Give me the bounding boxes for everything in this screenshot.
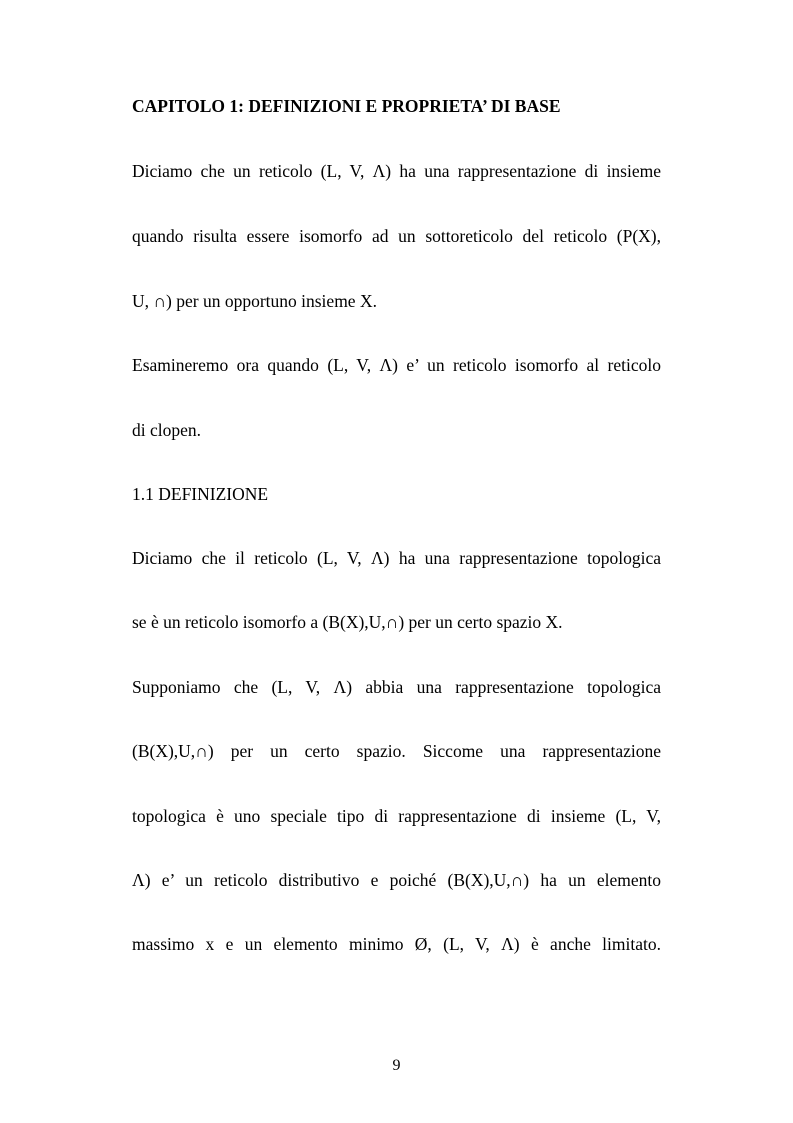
- paragraph-4-line-1: Supponiamo che (L, V, Λ) abbia una rappresentazione topologica: [132, 677, 661, 697]
- paragraph-4-line-2: (B(X),U,∩) per un certo spazio. Siccome una rappresentazione: [132, 741, 661, 761]
- paragraph-4-line-3: topologica è uno speciale tipo di rappresentazione di insieme (L, V,: [132, 806, 661, 826]
- paragraph-1-line-1: Diciamo che un reticolo (L, V, Λ) ha una rappresentazione di insieme: [132, 161, 661, 181]
- paragraph-4-line-4: Λ) e’ un reticolo distributivo e poiché (B(X),U,∩) ha un elemento: [132, 870, 661, 890]
- paragraph-3-line-2: se è un reticolo isomorfo a (B(X),U,∩) per un certo spazio X.: [132, 612, 563, 632]
- chapter-title: CAPITOLO 1: DEFINIZIONI E PROPRIETA’ DI BASE: [132, 96, 561, 116]
- paragraph-4-line-5: massimo x e un elemento minimo Ø, (L, V, Λ) è anche limitato.: [132, 934, 661, 954]
- paragraph-3-line-1: Diciamo che il reticolo (L, V, Λ) ha una rappresentazione topologica: [132, 548, 661, 568]
- section-heading: 1.1 DEFINIZIONE: [132, 484, 269, 504]
- paragraph-2-line-2: di clopen.: [132, 420, 202, 440]
- paragraph-1-line-3: U, ∩) per un opportuno insieme X.: [132, 291, 377, 311]
- page-number: 9: [392, 1057, 401, 1074]
- paragraph-2-line-1: Esamineremo ora quando (L, V, Λ) e’ un reticolo isomorfo al reticolo: [132, 355, 661, 375]
- paragraph-1-line-2: quando risulta essere isomorfo ad un sottoreticolo del reticolo (P(X),: [132, 226, 661, 246]
